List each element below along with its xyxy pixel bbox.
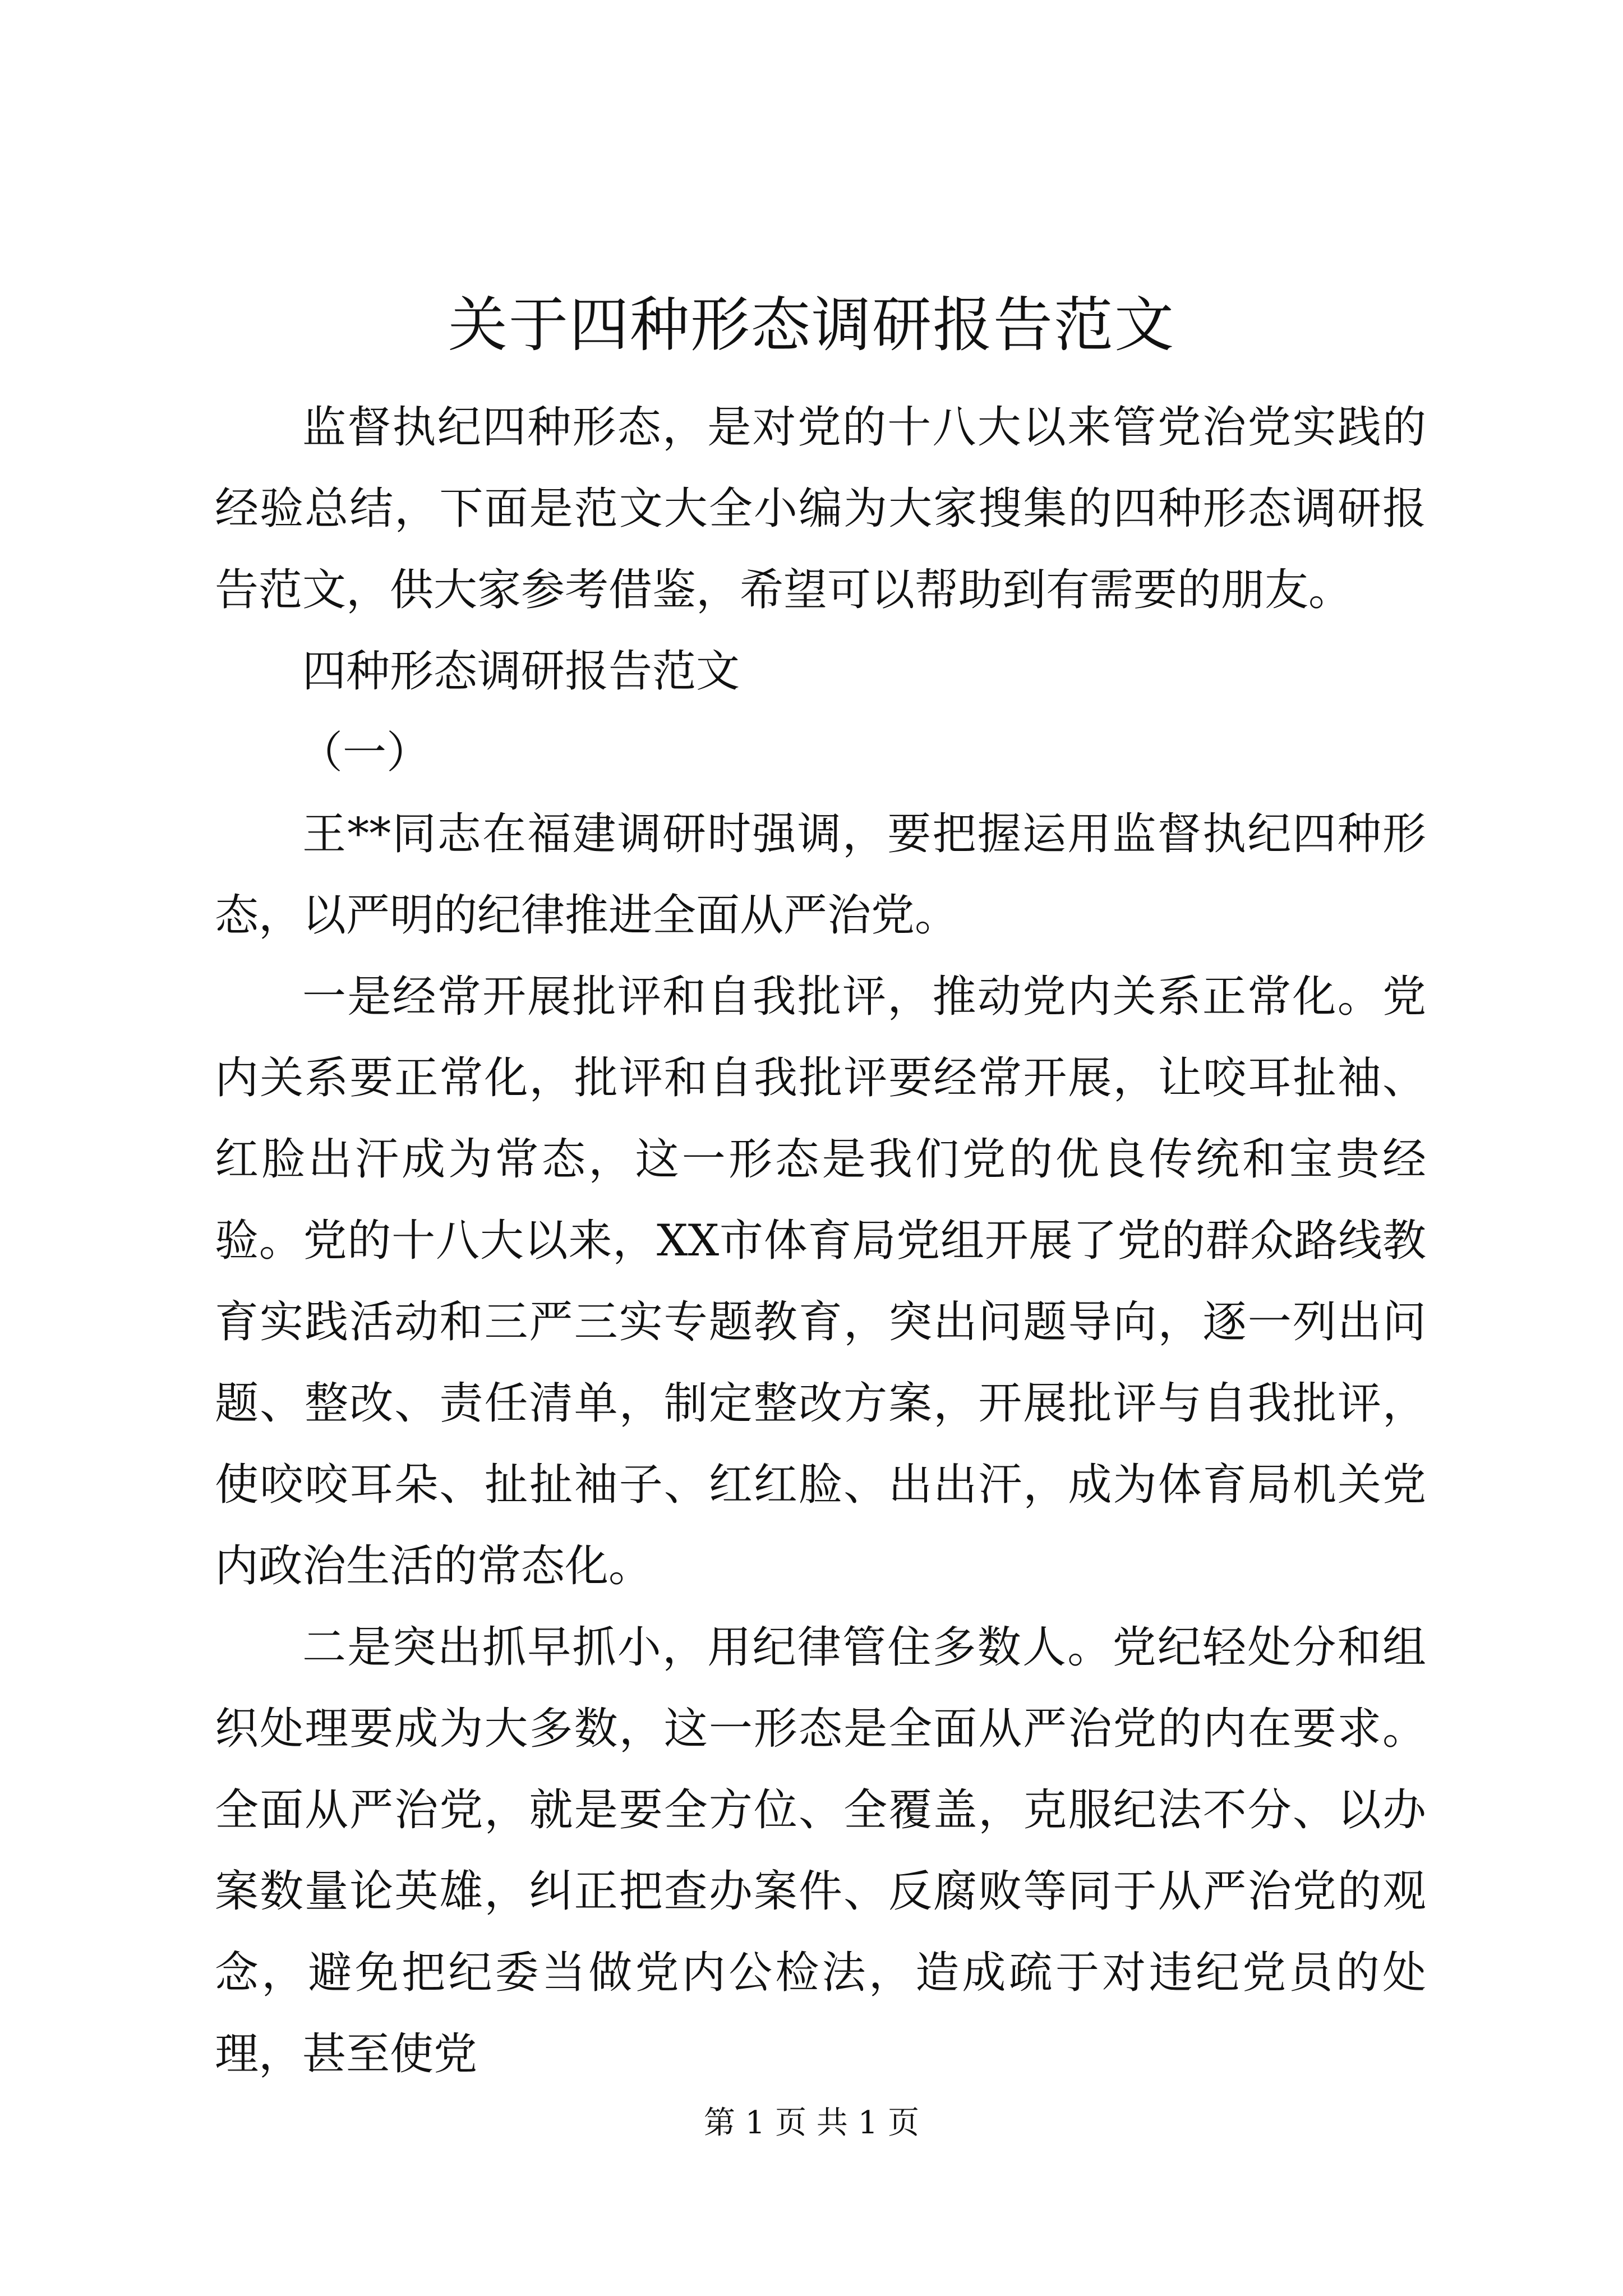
section-marker: （一）: [299, 728, 431, 778]
body-paragraph-1: 王**同志在福建调研时强调，要把握运用监督执纪四种形态，以严明的纪律推进全面从严治党。: [215, 809, 1426, 941]
body-paragraph-3: 二是突出抓早抓小，用纪律管住多数人。党纪轻处分和组织处理要成为大多数，这一形态是全面从严治党的内在要求。全面从严治党，就是要全方位、全覆盖，克服纪法不分、以办案数量论英雄，纠正把查办案件、反腐败等同于从严治党的观念，避免把纪委当做党内公检法，造成疏于对违纪党员的处理，甚至使党: [215, 1622, 1426, 2079]
document-title: 关于四种形态调研报告范文: [448, 291, 1175, 360]
subheading: 四种形态调研报告范文: [302, 646, 740, 697]
page-footer: 第 1 页 共 1 页: [703, 2105, 920, 2141]
intro-paragraph: 监督执纪四种形态，是对党的十八大以来管党治党实践的经验总结，下面是范文大全小编为大家搜集的四种形态调研报告范文，供大家参考借鉴，希望可以帮助到有需要的朋友。: [215, 402, 1426, 615]
document-body: [215, 387, 1426, 2095]
body-paragraph-2: 一是经常开展批评和自我批评，推动党内关系正常化。党内关系要正常化，批评和自我批评要经常开展，让咬耳扯袖、红脸出汗成为常态，这一形态是我们党的优良传统和宝贵经验。党的十八大以来，XX市体育局党组开展了党的群众路线教育实践活动和三严三实专题教育，突出问题导向，逐一列出问题、整改、责任清单，制定整改方案，开展批评与自我批评，使咬咬耳朵、扯扯袖子、红红脸、出出汗，成为体育局机关党内政治生活的常态化。: [215, 972, 1426, 1591]
